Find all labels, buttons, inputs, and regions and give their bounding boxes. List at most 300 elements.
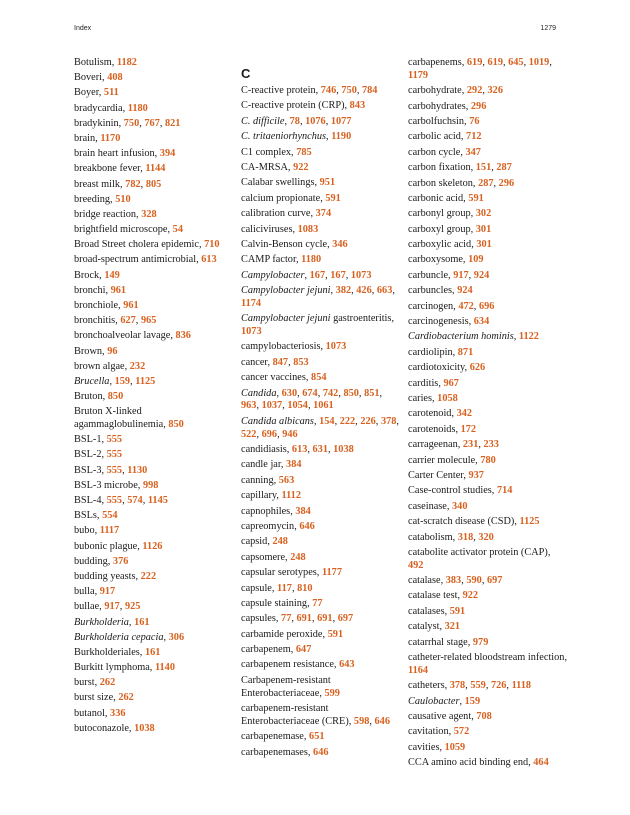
page-reference-link[interactable]: 378: [380, 415, 397, 427]
page-reference-link[interactable]: 464: [533, 757, 549, 769]
page-reference-link[interactable]: 167: [309, 269, 326, 281]
index-term: C-reactive protein (CRP): [241, 100, 345, 112]
index-term: carboxylic acid: [408, 239, 472, 251]
page-reference-link[interactable]: 917: [104, 601, 120, 613]
page-reference-link[interactable]: 1190: [331, 131, 352, 143]
page-reference-link[interactable]: 1122: [518, 331, 539, 343]
index-entry: Calvin-Benson cycle, 346: [241, 238, 348, 250]
index-entry: CAMP factor, 1180: [241, 254, 322, 266]
page-reference-link[interactable]: 222: [339, 415, 356, 427]
page-reference-link[interactable]: 590: [466, 575, 482, 587]
index-term: caliciviruses: [241, 223, 293, 235]
index-entry: Brock, 149: [74, 269, 120, 281]
index-entry: bronchi, 961: [74, 284, 127, 296]
page-reference-link[interactable]: 302: [475, 208, 492, 220]
page-reference-link[interactable]: 426: [356, 285, 372, 297]
page-reference-link[interactable]: 917: [99, 586, 116, 598]
index-term: butanol: [74, 707, 105, 719]
page-reference-link[interactable]: 1145: [147, 495, 168, 507]
index-entry: brain, 1170: [74, 132, 121, 144]
page-reference-link[interactable]: 320: [478, 531, 494, 543]
page-reference-link[interactable]: 710: [204, 239, 220, 251]
page-reference-link[interactable]: 821: [165, 117, 181, 129]
page-reference-link[interactable]: 1076: [305, 115, 326, 127]
index-term: cavitation: [408, 726, 449, 738]
page-reference-link[interactable]: 172: [460, 423, 477, 435]
page-reference-link[interactable]: 1112: [281, 490, 301, 502]
page-reference-link[interactable]: 376: [112, 555, 129, 567]
index-entry: carbuncle, 917, 924: [408, 269, 490, 281]
page-reference-link[interactable]: 742: [322, 387, 339, 399]
index-term: brown algae: [74, 360, 125, 372]
page-reference-link[interactable]: 851: [364, 387, 380, 399]
page-reference-link[interactable]: 262: [99, 677, 116, 689]
page-reference-link[interactable]: 408: [107, 72, 123, 84]
index-entry: capsules, 77, 691, 691, 697: [241, 613, 354, 625]
page-reference-link[interactable]: 292: [466, 85, 483, 97]
page-reference-link[interactable]: 109: [468, 254, 484, 266]
section-heading-c: C: [241, 66, 251, 81]
page-reference-link[interactable]: 591: [325, 192, 341, 204]
page-reference-link[interactable]: 696: [478, 300, 495, 312]
index-term: calibration curve: [241, 208, 311, 220]
index-term: Burkholderiales: [74, 646, 140, 658]
index-entry: carbapenem, 647: [241, 644, 312, 656]
page-reference-link[interactable]: 651: [309, 731, 325, 743]
page-reference-link[interactable]: 559: [470, 680, 486, 692]
page-reference-link[interactable]: 634: [473, 316, 490, 328]
page-reference-link[interactable]: 1179: [408, 69, 429, 81]
index-term: broad-spectrum antimicrobial: [74, 254, 197, 266]
index-term: Campylobacter: [241, 269, 305, 281]
index-term: brightfield microscope: [74, 224, 168, 236]
index-entry: cavities, 1059: [408, 741, 466, 753]
page-reference-link[interactable]: 961: [110, 284, 127, 296]
page-reference-link[interactable]: 328: [141, 208, 157, 220]
index-entry: bubonic plague, 1126: [74, 540, 163, 552]
page-reference-link[interactable]: 248: [272, 536, 288, 548]
page-reference-link[interactable]: 248: [290, 551, 306, 563]
index-entry: carbamide peroxide, 591: [241, 628, 344, 640]
page-reference-link[interactable]: 854: [311, 372, 327, 384]
page-reference-link[interactable]: 1126: [142, 540, 163, 552]
index-entry: catheters, 378, 559, 726, 1118: [408, 680, 532, 692]
index-term: BSL-3 microbe: [74, 479, 138, 491]
page-reference-link[interactable]: 555: [106, 434, 123, 446]
page-reference-link[interactable]: 161: [144, 646, 161, 658]
index-entry: causative agent, 708: [408, 711, 492, 723]
page-reference-link[interactable]: 1058: [437, 393, 458, 404]
page-reference-link[interactable]: 1083: [297, 223, 319, 235]
page-reference-link[interactable]: 510: [115, 193, 131, 205]
index-term: bronchi: [74, 284, 106, 296]
page-reference-link[interactable]: 922: [462, 590, 479, 602]
index-entry: BSL-4, 555, 574, 1145: [74, 495, 168, 507]
page-reference-link[interactable]: 998: [142, 479, 159, 491]
page-reference-link[interactable]: 78: [289, 115, 300, 127]
index-entry: Cardiobacterium hominis, 1122: [408, 331, 539, 343]
page-reference-link[interactable]: 1118: [511, 680, 532, 692]
index-entry: cancer vaccines, 854: [241, 372, 327, 384]
page-reference-link[interactable]: 301: [476, 239, 492, 251]
page-reference-link[interactable]: 1174: [241, 297, 262, 309]
page-reference-link[interactable]: 712: [466, 131, 482, 143]
page-reference-link[interactable]: 726: [490, 680, 507, 692]
index-term: canning: [241, 474, 274, 486]
page-reference-link[interactable]: 714: [496, 485, 513, 497]
index-term: Brock: [74, 269, 100, 281]
index-term: carotenoid: [408, 408, 452, 420]
page-reference-link[interactable]: 321: [444, 621, 461, 633]
index-term: Brucella: [74, 375, 110, 387]
page-reference-link[interactable]: 1073: [325, 341, 347, 353]
page-reference-link[interactable]: 967: [443, 377, 459, 389]
page-reference-link[interactable]: 149: [104, 269, 120, 281]
index-entry: bronchiole, 961: [74, 300, 139, 311]
page-reference-link[interactable]: 946: [282, 428, 298, 440]
page-reference-link[interactable]: 871: [457, 346, 474, 358]
page-reference-link[interactable]: 1125: [519, 516, 540, 528]
index-entry: budding yeasts, 222: [74, 570, 157, 582]
index-entry: Campylobacter jejuni, 382, 426, 663, 1174: [241, 285, 395, 309]
index-entry: Calabar swellings, 951: [241, 177, 336, 189]
index-entry: carotenoids, 172: [408, 423, 477, 435]
page-reference-link[interactable]: 151: [475, 162, 492, 174]
page-reference-link[interactable]: 925: [124, 601, 141, 613]
page-reference-link[interactable]: 226: [360, 415, 376, 427]
page-reference-link[interactable]: 231: [462, 439, 479, 451]
index-entry: bronchoalveolar lavage, 836: [74, 330, 191, 342]
page-reference-link[interactable]: 1038: [134, 722, 155, 734]
index-term: Carbapenem-resistant Enterobacteriaceae: [241, 674, 331, 699]
page-reference-link[interactable]: 296: [470, 100, 487, 112]
index-term: catabolite activator protein (CAP): [408, 546, 548, 558]
index-entry: carbon skeleton, 287, 296: [408, 177, 515, 189]
index-term: catheters: [408, 680, 445, 692]
page-reference-link[interactable]: 784: [362, 85, 378, 96]
page-reference-link[interactable]: 663: [376, 285, 393, 297]
page-reference-link[interactable]: 1054: [287, 400, 308, 412]
index-entry: catalases, 591: [408, 605, 466, 617]
index-entry: capillary, 1112: [241, 490, 301, 502]
page-reference-link[interactable]: 301: [475, 223, 492, 235]
page-reference-link[interactable]: 554: [102, 510, 118, 522]
page-reference-link[interactable]: 1061: [313, 400, 334, 412]
index-entry: carbon cycle, 347: [408, 146, 481, 158]
index-entry: bridge reaction, 328: [74, 208, 157, 220]
page-reference-link[interactable]: 646: [374, 715, 390, 727]
page-reference-link[interactable]: 318: [457, 531, 474, 543]
index-term: bronchoalveolar lavage: [74, 330, 171, 342]
page-reference-link[interactable]: 951: [319, 177, 336, 189]
page-reference-link[interactable]: 287: [478, 177, 494, 189]
index-entry: cancer, 847, 853: [241, 356, 309, 368]
index-term: candle jar: [241, 459, 281, 471]
page-reference-link[interactable]: 77: [281, 613, 292, 625]
page-reference-link[interactable]: 1177: [321, 567, 342, 579]
page-reference-link[interactable]: 384: [295, 505, 311, 517]
page-reference-link[interactable]: 619: [487, 57, 503, 68]
page-reference-link[interactable]: 1164: [408, 664, 429, 676]
index-entry: carrier molecule, 780: [408, 454, 496, 466]
page-reference-link[interactable]: 306: [168, 631, 185, 643]
page-reference-link[interactable]: 232: [129, 360, 146, 372]
page-reference-link[interactable]: 555: [106, 449, 123, 461]
page-reference-link[interactable]: 805: [145, 178, 162, 190]
page-reference-link[interactable]: 645: [508, 57, 524, 68]
index-entry: Candida albicans, 154, 222, 226, 378, 522, 696, 946: [241, 415, 399, 440]
page-reference-link[interactable]: 167: [330, 269, 346, 281]
index-entry: caries, 1058: [408, 393, 458, 404]
page-reference-link[interactable]: 697: [337, 613, 354, 625]
page-reference-link[interactable]: 154: [319, 415, 335, 427]
index-entry: cardiotoxicity, 626: [408, 362, 486, 374]
page-reference-link[interactable]: 836: [175, 330, 191, 342]
page-reference-link[interactable]: 691: [317, 613, 333, 625]
page-reference-link[interactable]: 1038: [333, 444, 354, 455]
page-reference-link[interactable]: 963: [241, 400, 257, 412]
page-reference-link[interactable]: 340: [452, 500, 468, 512]
page-reference-link[interactable]: 697: [486, 575, 503, 587]
index-term: C-reactive protein: [241, 85, 316, 96]
index-entry: carbolic acid, 712: [408, 131, 482, 143]
index-term: CA-MRSA: [241, 161, 288, 173]
page-reference-link[interactable]: 383: [445, 575, 462, 587]
index-column-2: [241, 64, 401, 762]
page-reference-link[interactable]: 785: [296, 146, 312, 158]
page-reference-link[interactable]: 917: [453, 269, 469, 281]
page-reference-link[interactable]: 646: [313, 746, 329, 758]
page-reference-link[interactable]: 965: [140, 315, 157, 327]
page-reference-link[interactable]: 384: [286, 459, 302, 471]
page-reference-link[interactable]: 1140: [154, 662, 175, 674]
index-term: catarrhal stage: [408, 636, 468, 648]
page-reference-link[interactable]: 1130: [127, 464, 148, 476]
page-reference-link[interactable]: 287: [496, 162, 512, 174]
index-entry: Burkholderia, 161: [74, 616, 150, 628]
page-reference-link[interactable]: 346: [332, 238, 348, 250]
page-reference-link[interactable]: 1073: [350, 269, 372, 281]
index-term: carbapenem-resistant Enterobacteriaceae (CRE): [241, 703, 349, 727]
page-reference-link[interactable]: 511: [103, 87, 119, 99]
index-entry: capsid, 248: [241, 536, 288, 548]
page-reference-link[interactable]: 555: [106, 495, 123, 507]
index-term: burst: [74, 677, 95, 689]
page-reference-link[interactable]: 599: [324, 687, 340, 699]
page-reference-link[interactable]: 810: [297, 582, 313, 594]
page-reference-link[interactable]: 233: [483, 439, 499, 451]
index-term: CCA amino acid binding end: [408, 757, 529, 769]
index-term: Caulobacter: [408, 695, 460, 707]
index-entry: catheter-related bloodstream infection, 1164: [408, 652, 568, 676]
page-reference-link[interactable]: 627: [120, 315, 136, 327]
page-reference-link[interactable]: 937: [468, 469, 484, 481]
page-reference-link[interactable]: 924: [457, 285, 473, 297]
page-reference-link[interactable]: 76: [469, 115, 480, 127]
index-term-suffix: gastroenteritis: [330, 313, 392, 325]
page-reference-link[interactable]: 750: [341, 85, 357, 96]
index-term: carbon fixation: [408, 162, 471, 174]
page-reference-link[interactable]: 1144: [145, 163, 166, 175]
page-reference-link[interactable]: 1170: [100, 132, 121, 144]
index-entry: Carter Center, 937: [408, 469, 484, 481]
page-reference-link[interactable]: 555: [106, 464, 123, 476]
page-reference-link[interactable]: 591: [468, 192, 484, 204]
index-entry: calcium propionate, 591: [241, 192, 341, 204]
page-reference-link[interactable]: 1037: [261, 400, 283, 412]
index-entry: bubo, 1117: [74, 525, 120, 537]
index-term: C1 complex: [241, 146, 292, 158]
index-entry: Candida, 630, 674, 742, 850, 851, 963, 1037, 1054, 1061: [241, 387, 383, 412]
index-term: catalyst: [408, 621, 440, 633]
page-reference-link[interactable]: 922: [293, 161, 309, 173]
page-reference-link[interactable]: 1125: [135, 375, 156, 387]
page-reference-link[interactable]: 54: [172, 224, 183, 236]
page-reference-link[interactable]: 646: [299, 520, 315, 532]
page-reference-link[interactable]: 843: [349, 100, 366, 112]
index-entry: carboxylic acid, 301: [408, 239, 492, 251]
page-reference-link[interactable]: 924: [473, 269, 490, 281]
page-reference-link[interactable]: 591: [327, 628, 344, 640]
page-reference-link[interactable]: 1180: [301, 254, 322, 266]
index-entry: bulla, 917: [74, 586, 116, 598]
page-reference-link[interactable]: 619: [466, 57, 483, 68]
page-reference-link[interactable]: 643: [339, 659, 355, 671]
page-reference-link[interactable]: 1182: [116, 57, 137, 68]
index-term: catabolism: [408, 531, 453, 543]
page-reference-link[interactable]: 222: [140, 570, 157, 582]
page-reference-link[interactable]: 746: [320, 85, 337, 96]
page-reference-link[interactable]: 492: [408, 559, 424, 571]
index-term: Campylobacter jejuni: [241, 285, 331, 297]
page-reference-link[interactable]: 1073: [241, 326, 262, 338]
index-term: carbon cycle: [408, 146, 461, 158]
index-term: Calvin-Benson cycle: [241, 238, 328, 250]
page-reference-link[interactable]: 647: [295, 644, 312, 656]
index-term: Calabar swellings: [241, 177, 315, 189]
page-reference-link[interactable]: 1117: [99, 525, 120, 537]
page-reference-link[interactable]: 77: [312, 597, 323, 609]
index-term: Cardiobacterium hominis: [408, 331, 514, 343]
page-reference-link[interactable]: 394: [159, 148, 176, 160]
page-reference-link[interactable]: 961: [123, 300, 139, 311]
index-term: BSL-3: [74, 464, 102, 476]
index-entry: bradycardia, 1180: [74, 102, 148, 114]
page-reference-link[interactable]: 1019: [528, 57, 550, 68]
page-reference-link[interactable]: 347: [465, 146, 481, 158]
page-reference-link[interactable]: 522: [241, 428, 257, 440]
page-reference-link[interactable]: 563: [278, 474, 295, 486]
index-entry: candidiasis, 613, 631, 1038: [241, 444, 354, 455]
index-entry: brightfield microscope, 54: [74, 224, 183, 236]
page-reference-link[interactable]: 613: [201, 254, 217, 266]
index-entry: Botulism, 1182: [74, 57, 137, 68]
index-term: bradycardia: [74, 102, 123, 114]
page-reference-link[interactable]: 696: [261, 428, 278, 440]
page-reference-link[interactable]: 782: [125, 178, 141, 190]
page-reference-link[interactable]: 159: [114, 375, 131, 387]
page-reference-link[interactable]: 626: [469, 362, 486, 374]
index-column-1: [74, 57, 234, 738]
page-reference-link[interactable]: 850: [107, 391, 124, 403]
index-entry: Boveri, 408: [74, 72, 123, 84]
page-reference-link[interactable]: 382: [335, 285, 352, 297]
page-reference-link[interactable]: 630: [281, 387, 298, 399]
page-reference-link[interactable]: 691: [296, 613, 312, 625]
index-term: catalase: [408, 575, 441, 587]
index-term: carbonyl group: [408, 208, 471, 220]
index-entry: broad-spectrum antimicrobial, 613: [74, 254, 217, 266]
page-reference-link[interactable]: 767: [144, 117, 160, 129]
index-term: capnophiles: [241, 505, 291, 517]
page-reference-link[interactable]: 750: [123, 117, 140, 129]
page-reference-link[interactable]: 117: [277, 582, 292, 594]
page-reference-link[interactable]: 631: [312, 444, 328, 455]
index-entry: Boyer, 511: [74, 87, 119, 99]
page-reference-link[interactable]: 378: [449, 680, 466, 692]
index-term: carboxyl group: [408, 223, 471, 235]
page-reference-link[interactable]: 1180: [127, 102, 148, 114]
index-entry: cat-scratch disease (CSD), 1125: [408, 516, 540, 528]
page-reference-link[interactable]: 847: [272, 356, 289, 368]
index-entry: Brucella, 159, 1125: [74, 375, 156, 387]
index-term: bulla: [74, 586, 95, 598]
page-number: 1279: [540, 25, 556, 32]
page-reference-link[interactable]: 336: [110, 707, 126, 719]
index-entry: campylobacteriosis, 1073: [241, 341, 347, 353]
page-reference-link[interactable]: 850: [168, 419, 184, 431]
index-entry: CA-MRSA, 922: [241, 161, 309, 173]
page-reference-link[interactable]: 591: [449, 605, 466, 617]
page-reference-link[interactable]: 780: [480, 454, 496, 466]
page-reference-link[interactable]: 1059: [444, 741, 466, 753]
index-entry: catalyst, 321: [408, 621, 461, 633]
index-entry: capsule staining, 77: [241, 597, 323, 609]
page-reference-link[interactable]: 296: [498, 177, 515, 189]
page-reference-link[interactable]: 159: [464, 695, 481, 707]
page-reference-link[interactable]: 96: [107, 345, 118, 357]
page-reference-link[interactable]: 472: [458, 300, 474, 312]
index-term: carbuncles: [408, 285, 453, 297]
index-entry: carbapenemase, 651: [241, 731, 325, 743]
page-reference-link[interactable]: 342: [456, 408, 473, 420]
index-term: bubo: [74, 525, 95, 537]
page-reference-link[interactable]: 1077: [330, 115, 352, 127]
page-reference-link[interactable]: 598: [353, 715, 370, 727]
index-entry: C-reactive protein, 746, 750, 784: [241, 85, 378, 96]
page-reference-link[interactable]: 574: [127, 495, 143, 507]
page-reference-link[interactable]: 613: [291, 444, 308, 455]
index-entry: carboxyl group, 301: [408, 223, 492, 235]
index-entry: carcinogenesis, 634: [408, 316, 490, 328]
page-reference-link[interactable]: 674: [302, 387, 318, 399]
page-reference-link[interactable]: 326: [487, 85, 503, 97]
page-reference-link[interactable]: 708: [476, 711, 492, 723]
page-reference-link[interactable]: 979: [472, 636, 489, 648]
index-term: catalase test: [408, 590, 458, 602]
page-reference-link[interactable]: 262: [118, 692, 134, 704]
page-reference-link[interactable]: 850: [343, 387, 359, 399]
page-reference-link[interactable]: 374: [315, 208, 332, 220]
page-reference-link[interactable]: 853: [293, 356, 309, 368]
page-reference-link[interactable]: 161: [134, 616, 150, 628]
index-term: brain heart infusion: [74, 148, 155, 160]
index-entry: breast milk, 782, 805: [74, 178, 162, 190]
index-term: carbolfuchsin: [408, 115, 465, 127]
page-reference-link[interactable]: 572: [453, 726, 470, 738]
index-term: capsule staining: [241, 597, 308, 609]
index-entry: catarrhal stage, 979: [408, 636, 489, 648]
